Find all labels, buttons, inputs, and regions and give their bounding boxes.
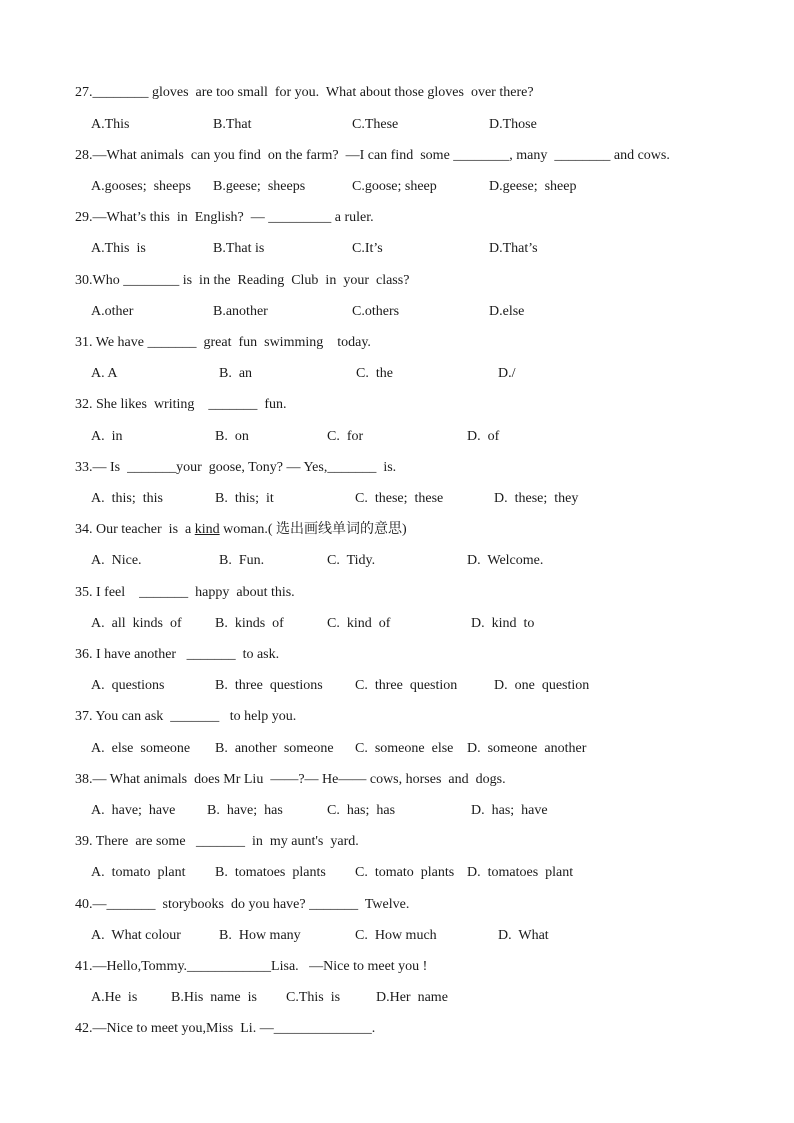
question-39-option-d[interactable]: D. tomatoes plant xyxy=(467,865,574,880)
question-40-option-a[interactable]: A. What colour xyxy=(91,928,181,943)
question-27-option-c[interactable]: C.These xyxy=(352,117,399,132)
question-29-stem: 29.—What’s this in English? — _________ a ruler. xyxy=(75,210,374,225)
question-37-option-b[interactable]: B. another someone xyxy=(215,741,334,756)
question-29-option-d[interactable]: D.That’s xyxy=(489,241,538,256)
question-38-option-a[interactable]: A. have; have xyxy=(91,803,176,818)
question-28-option-d[interactable]: D.geese; sheep xyxy=(489,179,577,194)
question-34-stem xyxy=(75,521,407,539)
question-38-option-c[interactable]: C. has; has xyxy=(327,803,396,818)
question-29-option-c[interactable]: C.It’s xyxy=(352,241,383,256)
question-27-stem: 27.________ gloves are too small for you. What about those gloves over there? xyxy=(75,85,534,100)
question-30-stem: 30.Who ________ is in the Reading Club in your class? xyxy=(75,273,410,288)
question-42-stem: 42.—Nice to meet you,Miss Li. —______________. xyxy=(75,1021,376,1036)
question-41-option-b[interactable]: B.His name is xyxy=(171,990,257,1005)
question-31-option-b[interactable]: B. an xyxy=(219,366,253,381)
question-34-option-b[interactable]: B. Fun. xyxy=(219,553,265,568)
question-33-option-c[interactable]: C. these; these xyxy=(355,491,444,506)
question-40-option-d[interactable]: D. What xyxy=(498,928,549,943)
question-30-option-a[interactable]: A.other xyxy=(91,304,134,319)
question-37-stem: 37. You can ask _______ to help you. xyxy=(75,709,297,724)
question-31-option-a[interactable]: A. A xyxy=(91,366,118,381)
question-39-stem: 39. There are some _______ in my aunt's yard. xyxy=(75,834,359,849)
question-38-stem: 38.— What animals does Mr Liu ——?— He—— cows, horses and dogs. xyxy=(75,772,506,787)
question-35-option-d[interactable]: D. kind to xyxy=(471,616,535,631)
question-33-option-a[interactable]: A. this; this xyxy=(91,491,163,506)
question-30-option-c[interactable]: C.others xyxy=(352,304,400,319)
question-32-option-d[interactable]: D. of xyxy=(467,429,500,444)
question-27-option-d[interactable]: D.Those xyxy=(489,117,537,132)
question-33-option-b[interactable]: B. this; it xyxy=(215,491,274,506)
question-34-stem-after: woman.( 选出画线单词的意思) xyxy=(219,522,407,537)
question-31-option-c[interactable]: C. the xyxy=(356,366,393,381)
question-28-option-c[interactable]: C.goose; sheep xyxy=(352,179,437,194)
question-37-option-a[interactable]: A. else someone xyxy=(91,741,191,756)
question-36-option-b[interactable]: B. three questions xyxy=(215,678,323,693)
question-38-option-d[interactable]: D. has; have xyxy=(471,803,548,818)
question-33-option-d[interactable]: D. these; they xyxy=(494,491,579,506)
question-35-option-c[interactable]: C. kind of xyxy=(327,616,391,631)
question-28-stem: 28.—What animals can you find on the farm? —I can find some ________, many ________ and cows. xyxy=(75,148,670,163)
question-28-option-a[interactable]: A.gooses; sheeps xyxy=(91,179,191,194)
question-30-option-d[interactable]: D.else xyxy=(489,304,525,319)
question-38-option-b[interactable]: B. have; has xyxy=(207,803,283,818)
question-41-option-d[interactable]: D.Her name xyxy=(376,990,448,1005)
question-40-option-b[interactable]: B. How many xyxy=(219,928,301,943)
question-34-option-a[interactable]: A. Nice. xyxy=(91,553,142,568)
question-41-option-a[interactable]: A.He is xyxy=(91,990,138,1005)
question-35-option-a[interactable]: A. all kinds of xyxy=(91,616,182,631)
question-40-stem: 40.—_______ storybooks do you have? _______ Twelve. xyxy=(75,897,410,912)
question-39-option-b[interactable]: B. tomatoes plants xyxy=(215,865,326,880)
question-36-option-a[interactable]: A. questions xyxy=(91,678,165,693)
question-35-stem: 35. I feel _______ happy about this. xyxy=(75,585,295,600)
question-32-option-c[interactable]: C. for xyxy=(327,429,364,444)
question-39-option-a[interactable]: A. tomato plant xyxy=(91,865,186,880)
question-27-option-b[interactable]: B.That xyxy=(213,117,252,132)
question-41-stem: 41.—Hello,Tommy.____________Lisa. —Nice to meet you ! xyxy=(75,959,428,974)
question-28-option-b[interactable]: B.geese; sheeps xyxy=(213,179,306,194)
question-33-stem: 33.— Is _______your goose, Tony? — Yes,_______ is. xyxy=(75,460,397,475)
question-39-option-c[interactable]: C. tomato plants xyxy=(355,865,455,880)
question-37-option-d[interactable]: D. someone another xyxy=(467,741,587,756)
question-29-option-b[interactable]: B.That is xyxy=(213,241,265,256)
question-36-option-d[interactable]: D. one question xyxy=(494,678,590,693)
question-34-stem-before: 34. Our teacher is a xyxy=(75,522,195,537)
question-37-option-c[interactable]: C. someone else xyxy=(355,741,454,756)
question-40-option-c[interactable]: C. How much xyxy=(355,928,437,943)
question-36-stem: 36. I have another _______ to ask. xyxy=(75,647,280,662)
question-32-option-a[interactable]: A. in xyxy=(91,429,123,444)
question-29-option-a[interactable]: A.This is xyxy=(91,241,146,256)
question-31-option-d[interactable]: D./ xyxy=(498,366,516,381)
question-31-stem: 31. We have _______ great fun swimming today. xyxy=(75,335,371,350)
question-30-option-b[interactable]: B.another xyxy=(213,304,268,319)
question-41-option-c[interactable]: C.This is xyxy=(286,990,341,1005)
question-32-stem: 32. She likes writing _______ fun. xyxy=(75,397,287,412)
question-35-option-b[interactable]: B. kinds of xyxy=(215,616,284,631)
question-32-option-b[interactable]: B. on xyxy=(215,429,249,444)
question-34-option-c[interactable]: C. Tidy. xyxy=(327,553,376,568)
question-34-option-d[interactable]: D. Welcome. xyxy=(467,553,544,568)
question-27-option-a[interactable]: A.This xyxy=(91,117,130,132)
question-34-underlined-word: kind xyxy=(194,522,220,537)
question-36-option-c[interactable]: C. three question xyxy=(355,678,458,693)
